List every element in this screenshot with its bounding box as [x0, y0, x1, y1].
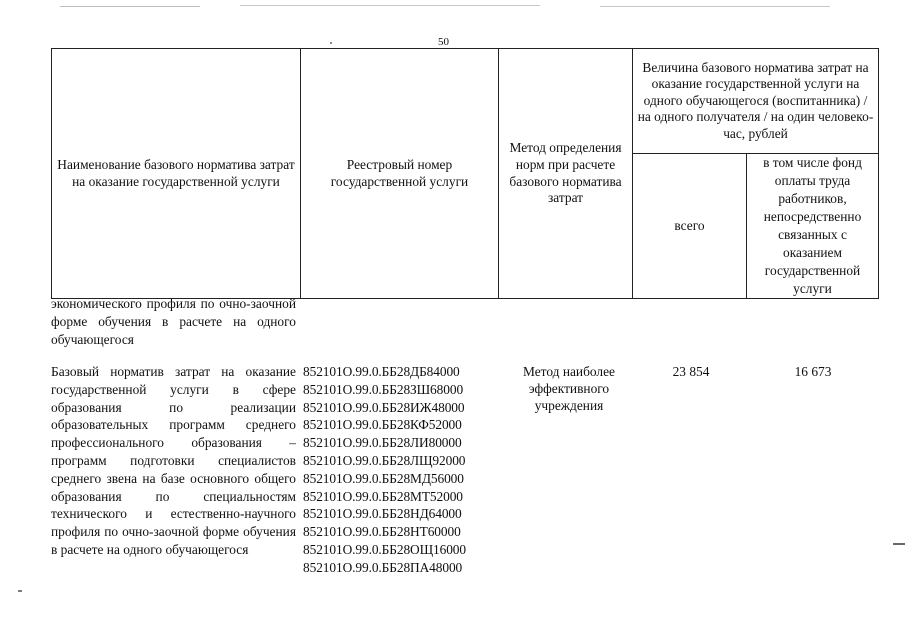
- page-number: 50: [438, 36, 449, 48]
- header-name-cell: Наименование базового норматива затрат на оказание государственной услуги: [52, 49, 301, 299]
- registry-code: 852101О.99.0.ББ28ОЩ16000: [303, 541, 466, 557]
- scan-artifact-line: [893, 543, 905, 545]
- registry-code: 852101О.99.0.ББ28МТ52000: [303, 488, 463, 504]
- header-registry-cell: Реестровый номер государственной услуги: [301, 49, 499, 299]
- scan-artifact-line: [60, 6, 200, 7]
- registry-code: 852101О.99.0.ББ28КФ52000: [303, 417, 462, 433]
- total-value: 23 854: [672, 364, 710, 379]
- continued-name-text: экономического профиля по очно-заочной форме обучения в расчете на одного обучающегося: [51, 296, 296, 347]
- registry-code: 852101О.99.0.ББ28НТ60000: [303, 524, 461, 540]
- scan-artifact-dot: [330, 42, 332, 44]
- header-fund-cell: в том числе фонд оплаты труда работников, непосредственно связанных с оказанием государственной услуги: [747, 154, 879, 299]
- header-value-group-cell: Величина базового норматива затрат на оказание государственной услуги на одного обучающегося (воспитанника) / на одного получателя / на один человеко-час, рублей: [633, 49, 879, 154]
- method-text: Метод наиболее эффективного учреждения: [523, 364, 615, 413]
- registry-code: 852101О.99.0.ББ28МД56000: [303, 470, 464, 486]
- scan-artifact-line: [600, 6, 830, 7]
- scan-artifact-dot: [18, 590, 22, 592]
- header-table: [51, 48, 879, 299]
- registry-code: 852101О.99.0.ББ28ЛЩ92000: [303, 452, 466, 468]
- header-method-cell: Метод определения норм при расчете базового норматива затрат: [499, 49, 633, 299]
- registry-code: 852101О.99.0.ББ28НД64000: [303, 506, 462, 522]
- registry-codes-list: [303, 363, 503, 577]
- registry-code: 852101О.99.0.ББ28ДБ84000: [303, 364, 460, 379]
- header-total-cell: всего: [633, 154, 747, 299]
- service-name-text: Базовый норматив затрат на оказание государственной услуги в сфере образования по реализации образовательных программ среднего профессионального образования – программ подготовки специалистов среднего звена на базе основного общего образования по специальностям технического и естественно-научного профиля по очно-заочной форме обучения в расчете на одного обучающегося: [51, 364, 296, 557]
- registry-code: 852101О.99.0.ББ28ЛИ80000: [303, 435, 462, 451]
- fund-value: 16 673: [794, 364, 832, 379]
- registry-code: 852101О.99.0.ББ28ПА48000: [303, 559, 463, 575]
- registry-code: 852101О.99.0.ББ28ИЖ48000: [303, 399, 465, 415]
- registry-code: 852101О.99.0.ББ28ЗШ68000: [303, 381, 464, 397]
- scan-artifact-line: [240, 5, 540, 6]
- header-row-top: [52, 49, 879, 154]
